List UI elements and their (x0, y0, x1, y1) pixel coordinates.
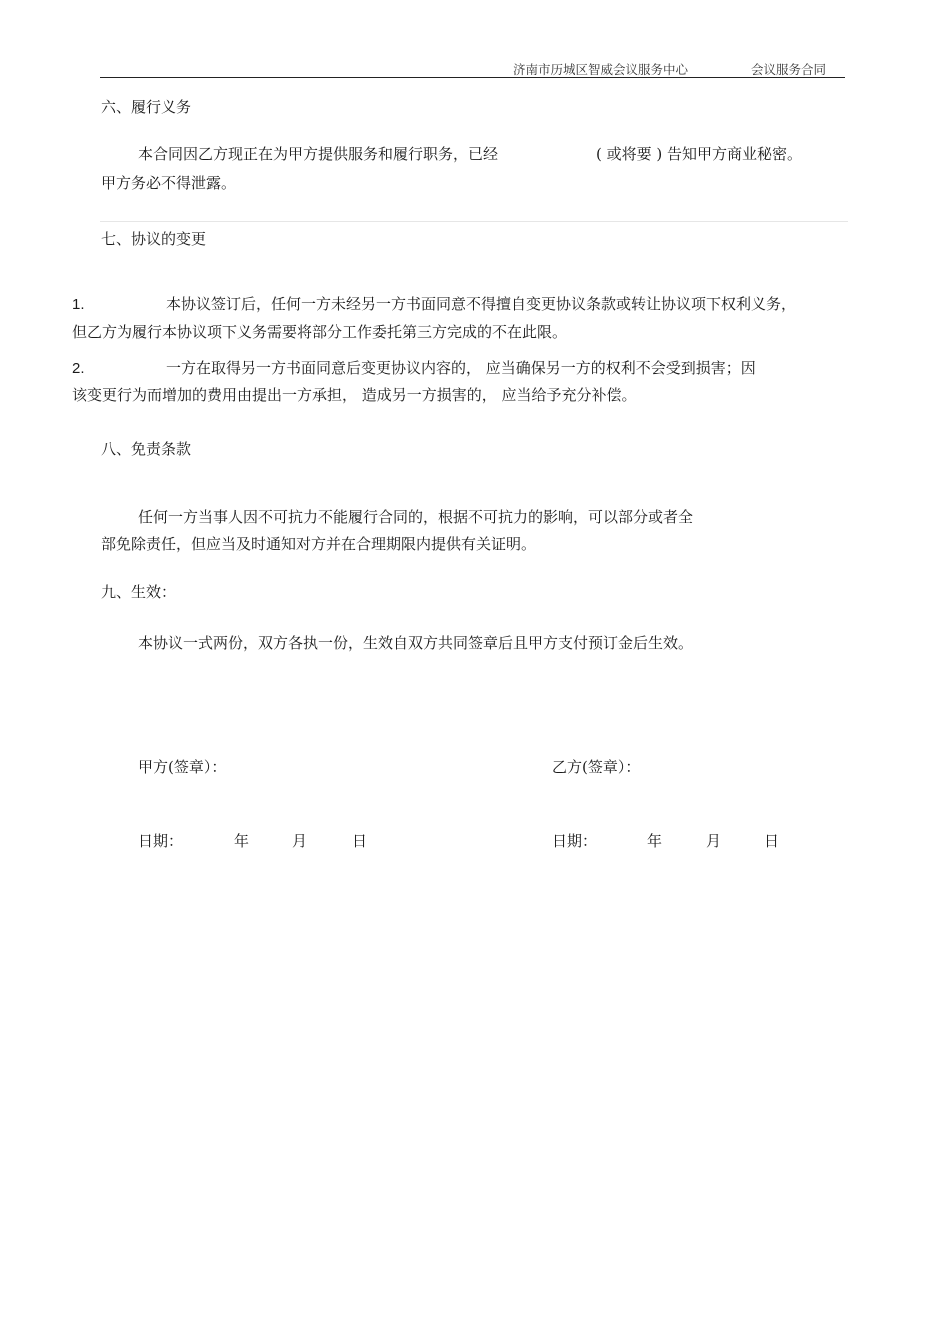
party-a-signature-label: 甲方(签章）： (138, 758, 227, 776)
section-6-heading: 六、履行义务 (101, 98, 192, 116)
section-9-text: 本协议一式两份，双方各执一份，生效自双方共同签章后且甲方支付预订金后生效。 (138, 634, 694, 652)
section-8-text: 任何一方当事人因不可抗力不能履行合同的，根据不可抗力的影响，可以部分或者全 (138, 508, 694, 526)
party-a-month: 月 (292, 832, 308, 850)
list-item-text: 但乙方为履行本协议项下义务需要将部分工作委托第三方完成的不在此限。 (72, 323, 568, 341)
header-org: 济南市历城区智威会议服务中心 (513, 62, 689, 77)
section-8-heading: 八、免责条款 (101, 440, 192, 458)
list-item-text: 一方在取得另一方书面同意后变更协议内容的， 应当确保另一方的权利不会受到损害；因 (166, 359, 756, 377)
party-b-signature-label: 乙方(签章）： (552, 758, 641, 776)
list-item-text: 本协议签订后，任何一方未经另一方书面同意不得擅自变更协议条款或转让协议项下权利义务， (166, 295, 797, 313)
list-item-text: 该变更行为而增加的费用由提出一方承担， 造成另一方损害的， 应当给予充分补偿。 (72, 386, 637, 404)
party-b-day: 日 (764, 832, 780, 850)
section-6-text: ( 或将要 ) 告知甲方商业秘密。 (596, 145, 803, 163)
section-9-heading: 九、生效： (101, 583, 177, 601)
party-b-year: 年 (647, 832, 663, 850)
header-doc-title: 会议服务合同 (751, 62, 827, 77)
party-b-month: 月 (706, 832, 722, 850)
list-item-number: 1. (72, 296, 85, 313)
section-divider (100, 221, 848, 222)
section-8-text: 部免除责任，但应当及时通知对方并在合理期限内提供有关证明。 (101, 535, 537, 553)
section-7-heading: 七、协议的变更 (101, 230, 207, 248)
list-item-number: 2. (72, 360, 85, 377)
party-a-date-label: 日期： (138, 832, 184, 850)
header-rule (100, 77, 845, 78)
party-a-year: 年 (234, 832, 250, 850)
section-6-text: 甲方务必不得泄露。 (101, 174, 237, 192)
party-a-day: 日 (352, 832, 368, 850)
party-b-date-label: 日期： (552, 832, 598, 850)
section-6-text: 本合同因乙方现正在为甲方提供服务和履行职务，已经 (138, 145, 499, 163)
